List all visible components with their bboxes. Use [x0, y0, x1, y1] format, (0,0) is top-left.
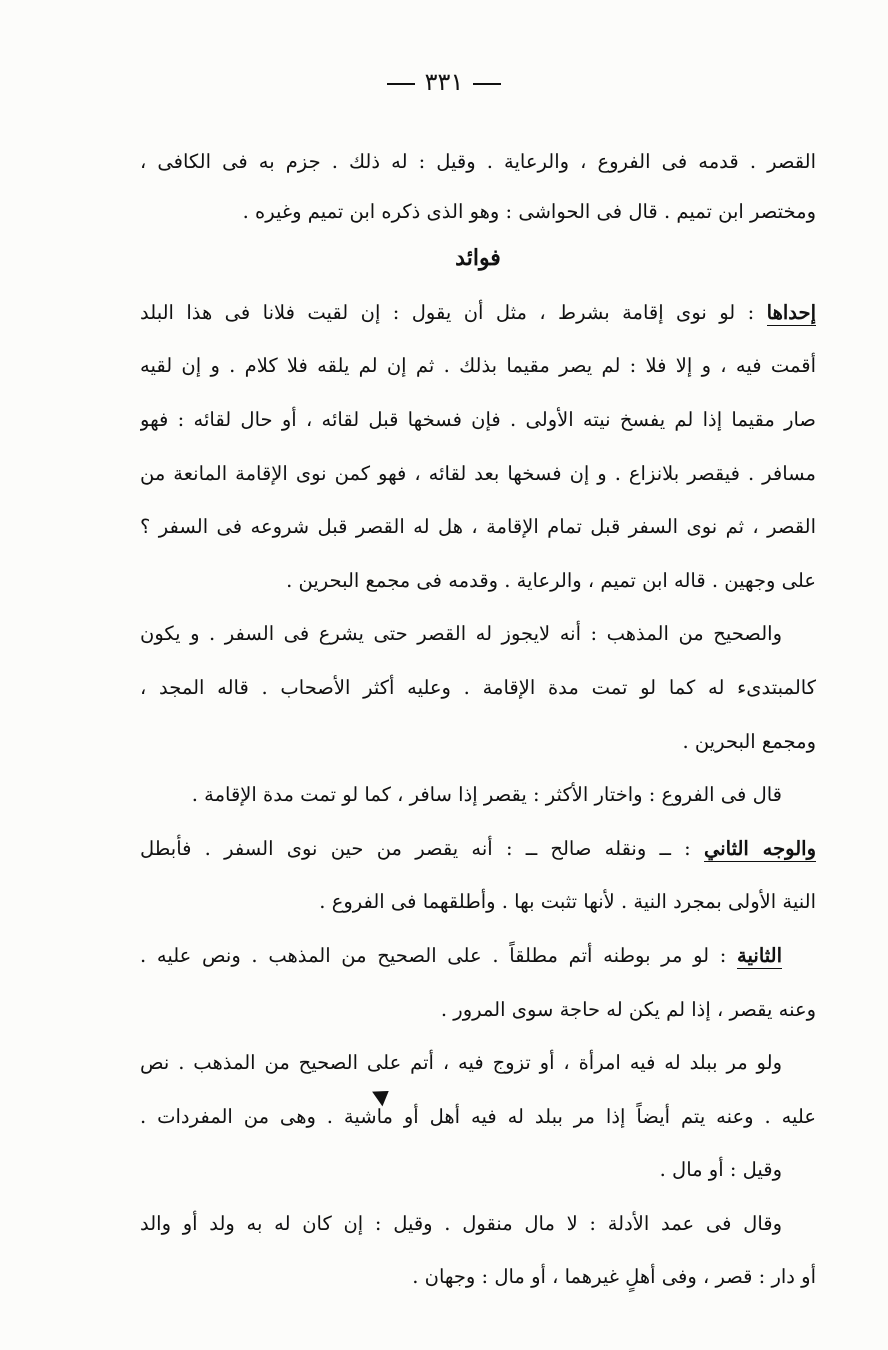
text-line: عليه . وعنه يتم أيضاً إذا مر ببلد له فيه أهل أو ماشية . وهى من المفردات .: [140, 1104, 816, 1128]
page-number: [0, 68, 888, 96]
text-line: [140, 822, 816, 876]
text-line: قال فى الفروع : واختار الأكثر : يقصر إذا سافر ، كما لو تمت مدة الإقامة .: [191, 783, 782, 807]
text-line: كالمبتدىء له كما لو تمت مدة الإقامة . وعليه أكثر الأصحاب . قاله المجد ،: [140, 675, 816, 699]
text-line: على وجهين . قاله ابن تميم ، والرعاية . وقدمه فى مجمع البحرين .: [286, 568, 816, 592]
text-line: مسافر . فيقصر بلانزاع . و إن فسخها بعد لقائه ، فهو كمن نوى الإقامة المانعة من: [140, 461, 816, 485]
text-line: صار مقيما إذا لم يفسخ نيته الأولى . فإن فسخها قبل لقائه ، أو حال لقائه : فهو: [140, 407, 816, 431]
section-heading: فوائد: [455, 245, 501, 272]
lead-word: والوجه الثاني: [703, 836, 816, 860]
text-line-rest: : لو نوى إقامة بشرط ، مثل أن يقول : إن لقيت فلانا فى هذا البلد: [140, 300, 767, 324]
body-text: [140, 135, 816, 1304]
left-dash: [473, 83, 501, 85]
right-dash: [387, 83, 415, 85]
text-line-rest: : ــ ونقله صالح ــ : أنه يقصر من حين نوى السفر . فأبطل: [140, 836, 704, 860]
text-line: القصر ، ثم نوى السفر قبل تمام الإقامة ، هل له القصر قبل شروعه فى السفر ؟: [140, 515, 816, 539]
lead-word: الثانية: [737, 943, 782, 967]
text-line: أو دار : قصر ، وفى أهلٍ غيرهما ، أو مال : وجهان .: [412, 1265, 816, 1289]
text-line: ومجمع البحرين .: [682, 729, 816, 753]
text-line: [140, 286, 816, 340]
page-number-text: ٣٣١: [424, 68, 464, 96]
text-line: [140, 929, 816, 983]
text-line: ومختصر ابن تميم . قال فى الحواشى : وهو الذى ذكره ابن تميم وغيره .: [242, 199, 816, 223]
text-line: وقال فى عمد الأدلة : لا مال منقول . وقيل : إن كان له به ولد أو والد: [140, 1211, 782, 1235]
text-line-rest: : لو مر بوطنه أتم مطلقاً . على الصحيح من المذهب . ونص عليه .: [140, 943, 738, 967]
text-line: وقيل : أو مال .: [659, 1158, 782, 1182]
text-line: وعنه يقصر ، إذا لم يكن له حاجة سوى المرور .: [440, 997, 816, 1021]
lead-word: إحداها: [766, 300, 816, 324]
text-line: أقمت فيه ، و إلا فلا : لم يصر مقيما بذلك . ثم إن لم يلقه فلا كلام . و إن لقيه: [140, 354, 816, 378]
text-line: النية الأولى بمجرد النية . لأنها تثبت بها . وأطلقهما فى الفروع .: [319, 890, 816, 914]
text-line: والصحيح من المذهب : أنه لايجوز له القصر حتى يشرع فى السفر . و يكون: [140, 622, 782, 646]
text-line: القصر . قدمه فى الفروع ، والرعاية . وقيل : له ذلك . جزم به فى الكافى ،: [140, 150, 816, 173]
text-line: ولو مر ببلد له فيه امرأة ، أو تزوج فيه ، أتم على الصحيح من المذهب . نص: [140, 1051, 782, 1075]
